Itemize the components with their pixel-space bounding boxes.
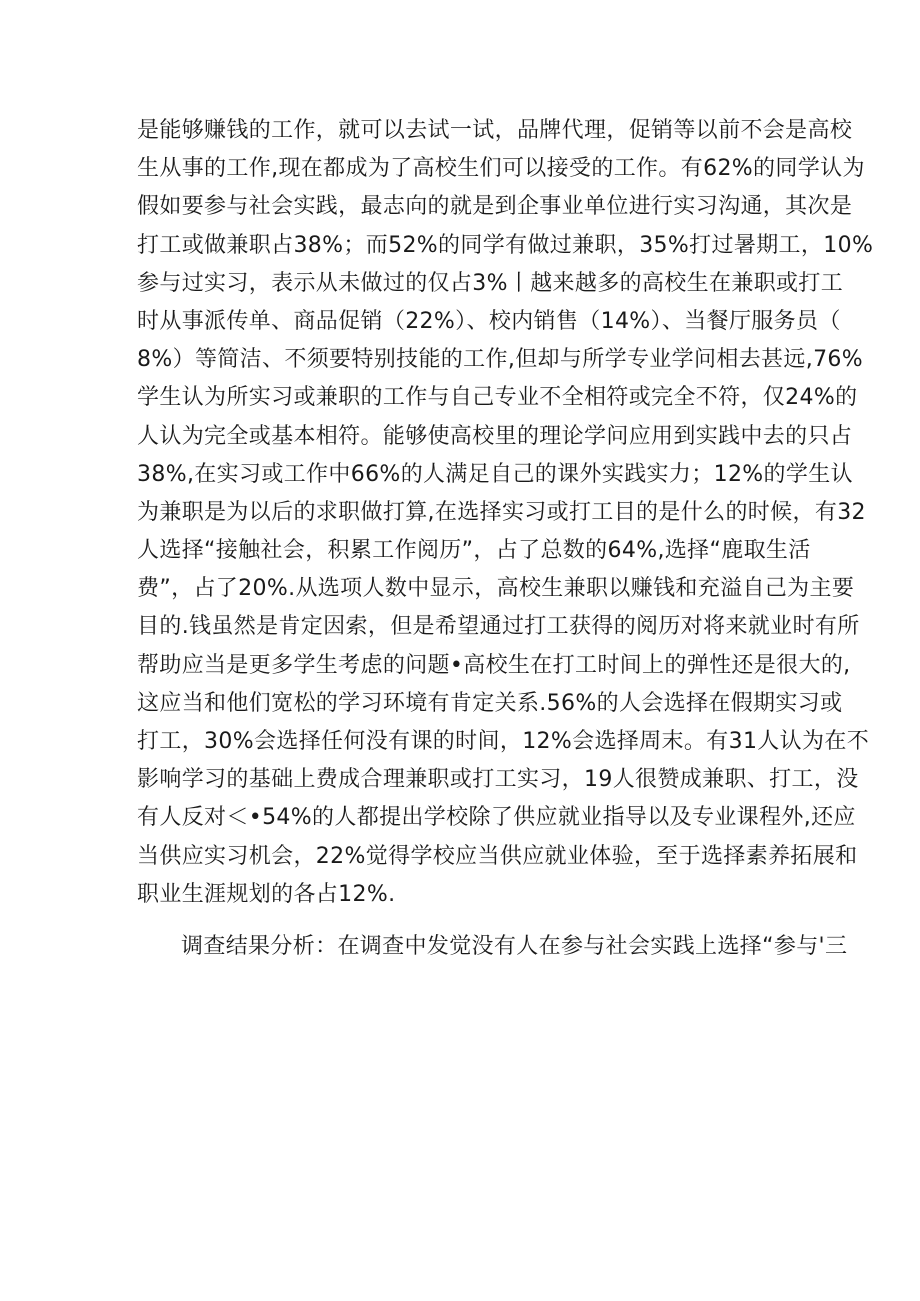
body-text — [137, 112, 874, 966]
text-line: 当供应实习机会，22%觉得学校应当供应就业体验，至于选择素养拓展和 — [137, 843, 858, 869]
text-line: 费”，占了20%.从选项人数中显示，高校生兼职以赚钱和充溢自己为主要 — [137, 576, 855, 602]
text-line: 打工，30%会选择任何没有课的时间，12%会选择周末。有31人认为在不 — [137, 729, 870, 754]
text-line: 目的.钱虽然是肯定因索，但是希望通过打工获得的阅历对将来就业时有所 — [137, 614, 860, 640]
text-line: 生从事的工作,现在都成为了高校生们可以接受的工作。有62%的同学认为 — [137, 156, 865, 182]
text-line: 学生认为所实习或兼职的工作与自己专业不全相符或完全不符，仅24%的 — [137, 385, 858, 411]
text-line: 这应当和他们宽松的学习环境有肯定关系.56%的人会选择在假期实习或 — [137, 690, 843, 716]
paragraph-gap — [137, 914, 797, 928]
text-line: 是能够赚钱的工作，就可以去试一试，品牌代理，促销等以前不会是高校 — [137, 118, 853, 143]
text-line: 8%）等简洁、不须要特别技能的工作,但却与所学专业学问相去甚远,76% — [137, 347, 864, 373]
text-line: 影响学习的基础上费成合理兼职或打工实习，19人很赞成兼职、打工，没 — [137, 767, 859, 793]
text-line: 帮助应当是更多学生考虑的问题•高校生在打工时间上的弹性还是很大的, — [137, 652, 851, 678]
text-line: 时从事派传单、商品促销（22%）、校内销售（14%）、当餐厅服务员（ — [137, 308, 841, 334]
paragraph — [137, 112, 874, 914]
text-line: 参与过实习，表示从未做过的仅占3%丨越来越多的高校生在兼职或打工 — [137, 270, 844, 296]
text-line: 人认为完全或基本相符。能够使高校里的理论学问应用到实践中去的只占 — [137, 423, 853, 449]
text-line: 38%,在实习或工作中66%的人满足自己的课外实践实力；12%的学生认 — [137, 461, 853, 487]
text-line: 假如要参与社会实践，最志向的就是到企事业单位进行实习沟通，其次是 — [137, 194, 853, 220]
text-line: 打工或做兼职占38%；而52%的同学有做过兼职，35%打过暑期工，10% — [137, 232, 874, 258]
paragraph — [137, 928, 848, 966]
text-line: 人选择“接触社会，积累工作阅历”，占了总数的64%,选择“鹿取生活 — [137, 538, 811, 564]
text-line: 职业生涯规划的各占12%. — [137, 881, 396, 907]
text-line: 为兼职是为以后的求职做打算,在选择实习或打工目的是什么的时候，有32 — [137, 499, 866, 525]
text-line: 调查结果分析：在调查中发觉没有人在参与社会实践上选择“参与'三 — [181, 933, 848, 959]
text-line: 有人反对＜•54%的人都提出学校除了供应就业指导以及专业课程外,还应 — [137, 805, 856, 831]
